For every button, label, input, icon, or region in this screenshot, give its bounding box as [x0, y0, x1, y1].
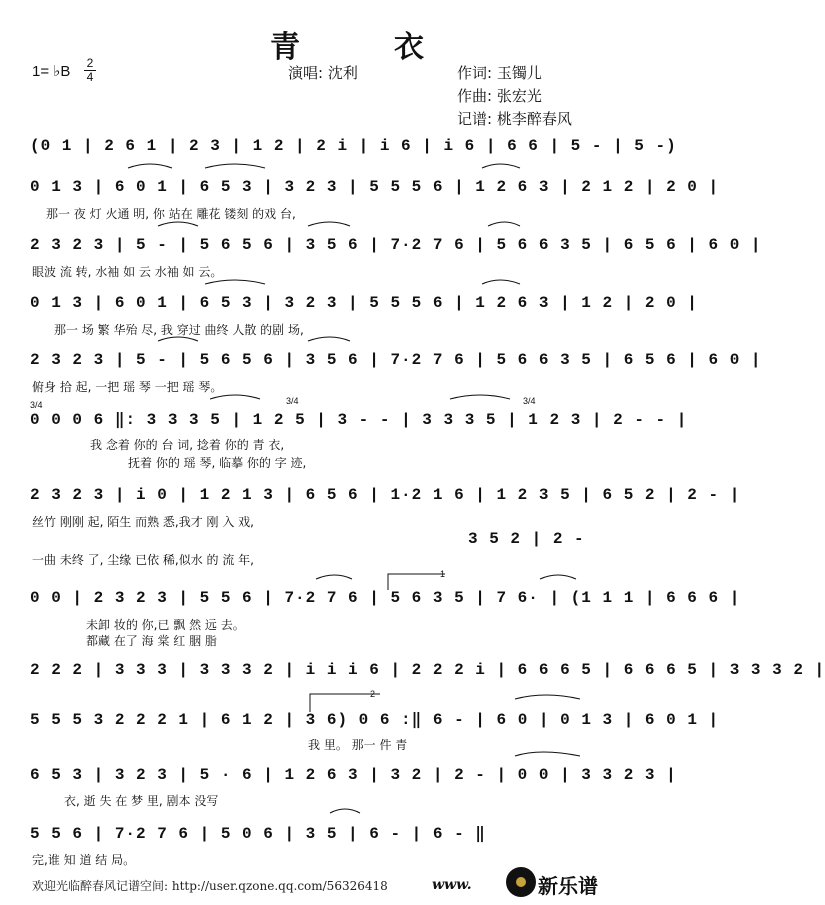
slur [128, 164, 172, 168]
notation-row-11: 6 5 3 | 3 2 3 | 5 · 6 | 1 2 6 3 | 3 2 | 2 - | 0 0 | 3 3 2 3 | [30, 766, 677, 784]
alternate-notation-row-7: 3 5 2 | 2 - [468, 530, 585, 548]
lyrics-row-3: 眼波 流 转, 水袖 如 云 水袖 如 云。 [32, 265, 223, 279]
composer-credit: 作曲: 张宏光 [457, 87, 542, 105]
lyrics-row-10: 我 里。 那一 件 青 [308, 738, 408, 752]
lyrics-row-7-verse-2: 一曲 未终 了, 尘缘 已依 稀,似水 的 流 年, [32, 553, 254, 567]
slur [158, 222, 198, 226]
slur [540, 575, 576, 579]
notation-row-8: 0 0 | 2 3 2 3 | 5 5 6 | 7·2 7 6 | 5 6 3 5 | 7 6· | (1 1 1 | 6 6 6 | [30, 589, 741, 607]
lyrics-row-8-verse-1: 未卸 妆的 你,已 飘 然 远 去。 [86, 618, 245, 632]
footer-credit: 欢迎光临醉春风记谱空间: http://user.qzone.qq.com/56326418 [32, 879, 388, 893]
notation-row-3: 2 3 2 3 | 5 - | 5 6 5 6 | 3 5 6 | 7·2 7 6 | 5 6 6 3 5 | 6 5 6 | 6 0 | [30, 236, 762, 254]
lyrics-row-11: 衣, 逝 失 在 梦 里, 剧本 没写 [64, 794, 219, 808]
notation-row-6: 0 0 0 6 ‖: 3 3 3 5 | 1 2 5 | 3 - - | 3 3 3 5 | 1 2 3 | 2 - - | [30, 411, 688, 429]
lyricist-credit: 作词: 玉镯儿 [457, 64, 542, 82]
singer-credit: 演唱: 沈利 [288, 64, 358, 82]
time-signature-bottom: 4 [86, 70, 94, 84]
slur [482, 164, 520, 168]
slur [482, 280, 520, 284]
notation-row-7: 2 3 2 3 | i 0 | 1 2 1 3 | 6 5 6 | 1·2 1 6 | 1 2 3 5 | 6 5 2 | 2 - | [30, 486, 741, 504]
lyrics-row-4: 那一 场 繁 华殆 尽, 我 穿过 曲终 人散 的剧 场, [54, 323, 304, 337]
volta-1-bracket [388, 574, 445, 590]
lyrics-row-5: 俯身 拾 起, 一把 瑶 琴 一把 瑶 琴。 [32, 380, 223, 394]
slur [308, 222, 350, 226]
slur [330, 809, 360, 813]
slur [488, 222, 520, 226]
notation-row-10: 5 5 5 3 2 2 2 1 | 6 1 2 | 3 6) 0 6 :‖ 6 - | 6 0 | 0 1 3 | 6 0 1 | [30, 711, 720, 729]
slur [515, 752, 580, 756]
notation-row-12: 5 5 6 | 7·2 7 6 | 5 0 6 | 3 5 | 6 - | 6 - ‖ [30, 825, 486, 843]
volta-label: 2 [370, 689, 376, 699]
lyrics-row-8-verse-2: 都藏 在了 海 棠 红 胭 脂 [86, 634, 217, 648]
song-title: 青 衣 [270, 30, 456, 65]
vinyl-logo-icon [506, 867, 536, 897]
brand-logo-text: 新乐谱 [538, 874, 598, 898]
lyrics-row-2: 那一 夜 灯 火通 明, 你 站在 雕花 镂刻 的戏 台, [46, 207, 296, 221]
time-change-label: 3/4 [30, 400, 43, 410]
key-signature: 1= ♭B [32, 63, 71, 80]
volta-2-bracket [310, 694, 380, 712]
notation-row-4: 0 1 3 | 6 0 1 | 6 5 3 | 3 2 3 | 5 5 5 6 | 1 2 6 3 | 1 2 | 2 0 | [30, 294, 698, 312]
notation-row-9: 2 2 2 | 3 3 3 | 3 3 3 2 | i i i 6 | 2 2 2 i | 6 6 6 5 | 6 6 6 5 | 3 3 3 2 | [30, 661, 825, 679]
time-change-label: 3/4 [523, 396, 536, 406]
slur [515, 695, 580, 699]
slur [205, 164, 265, 168]
transcriber-credit: 记谱: 桃李醉春风 [457, 110, 572, 128]
slur [308, 337, 350, 341]
notation-row-5: 2 3 2 3 | 5 - | 5 6 5 6 | 3 5 6 | 7·2 7 6 | 5 6 6 3 5 | 6 5 6 | 6 0 | [30, 351, 762, 369]
slur [210, 395, 260, 399]
slur [158, 337, 198, 341]
lyrics-row-6-verse-2: 抚着 你的 瑶 琴, 临摹 你的 字 迹, [128, 456, 307, 470]
volta-label: 1 [440, 569, 446, 579]
slur [205, 280, 265, 284]
slur [450, 395, 510, 399]
lyrics-row-6-verse-1: 我 念着 你的 台 词, 捻着 你的 青 衣, [90, 438, 285, 452]
lyrics-row-12: 完,谁 知 道 结 局。 [32, 853, 136, 867]
notation-row-2: 0 1 3 | 6 0 1 | 6 5 3 | 3 2 3 | 5 5 5 6 | 1 2 6 3 | 2 1 2 | 2 0 | [30, 178, 720, 196]
notation-row-1: (0 1 | 2 6 1 | 2 3 | 1 2 | 2 i | i 6 | i 6 | 6 6 | 5 - | 5 -) [30, 137, 677, 155]
slur [316, 575, 352, 579]
footer-www: www. [432, 877, 472, 893]
time-change-label: 3/4 [286, 396, 299, 406]
time-signature-top: 2 [86, 56, 94, 70]
lyrics-row-7-verse-1: 丝竹 刚刚 起, 陌生 而熟 悉,我才 刚 入 戏, [32, 515, 254, 529]
